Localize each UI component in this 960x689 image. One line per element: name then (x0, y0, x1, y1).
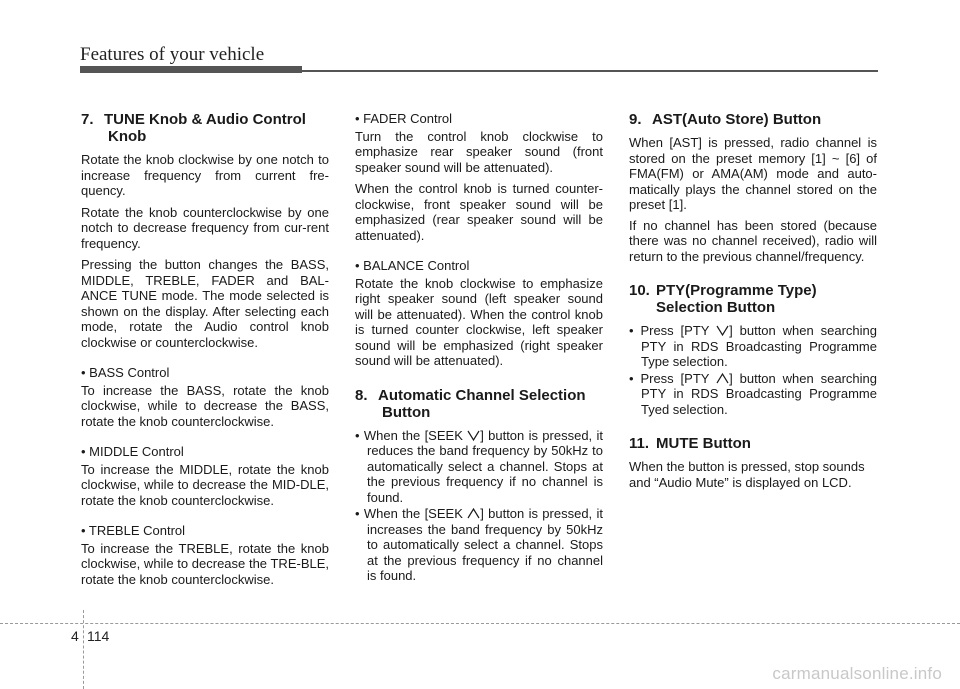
list-item-text: ] button is pressed, it reduces the band frequency by 50kHz to automatically select a channel. Stops at the previous frequency if no channel is found. (367, 427, 603, 505)
chevron-up-icon (716, 372, 729, 385)
column-1 (81, 111, 329, 593)
heading-number: 10. (629, 282, 650, 299)
section-heading-11 (629, 435, 877, 452)
page-number: 114 (87, 628, 110, 644)
section-heading-8 (355, 387, 603, 421)
paragraph: If no channel has been stored (because there was no channel received), radio will return to the previous channel/frequency. (629, 217, 877, 264)
column-2 (355, 111, 603, 590)
chevron-down-icon (467, 429, 480, 442)
list-item-text: ] button when searching PTY in RDS Broadcasting Programme Tyed selection. (641, 370, 877, 417)
header-bar-thin (302, 70, 878, 72)
section-heading-9 (629, 111, 877, 128)
list-item-text: ] button when searching PTY in RDS Broadcasting Programme Type selection. (641, 323, 877, 369)
paragraph: Rotate the knob counterclockwise by one notch to decrease frequency from cur-rent frequency. (81, 204, 329, 251)
mute-text: When the button is pressed, stop sounds and “Audio Mute” is displayed on LCD. (629, 459, 865, 490)
heading-number: 7. (81, 111, 94, 128)
seek-list (355, 428, 603, 584)
list-item-text: • Press [PTY (629, 370, 717, 386)
treble-control-text: To increase the TREBLE, rotate the knob clockwise, while to decrease the TRE-BLE, rotate the knob counterclockwise. (81, 540, 329, 587)
heading-text: TUNE Knob & Audio Control Knob (104, 111, 306, 145)
chapter-number: 4 (71, 628, 79, 644)
footer-rule (0, 623, 960, 624)
list-item (355, 428, 603, 506)
middle-control-title: • MIDDLE Control (81, 444, 184, 459)
pty-list (629, 323, 877, 417)
paragraph: Rotate the knob clockwise by one notch to increase frequency from current fre-quency. (81, 152, 329, 198)
list-item-text: • When the [SEEK (355, 427, 468, 443)
paragraph: Pressing the button changes the BASS, MIDDLE, TREBLE, FADER and BAL-ANCE TUNE mode. The mode selected is shown on the display. After selecting each mode, rotate the Audio control knob clockwise or counterclockwise. (81, 257, 329, 350)
header-title: Features of your vehicle (80, 44, 265, 65)
watermark: carmanualsonline.info (772, 664, 942, 683)
list-item-text: ] button is pressed, it increases the band frequency by 50kHz to automatically select a channel. Stops at the previous frequency if no channel is found. (367, 506, 603, 583)
bass-control-title: • BASS Control (81, 365, 170, 380)
heading-text: PTY(Programme Type) Selection Button (656, 282, 817, 316)
list-item (629, 371, 877, 418)
bass-control-text: To increase the BASS, rotate the knob clockwise, while to decrease the BASS, rotate the knob counterclockwise. (81, 382, 329, 429)
fader-control-title: • FADER Control (355, 111, 453, 126)
fader-control-text: Turn the control knob clockwise to emphasize rear speaker sound (front speaker sound will be attenuated). (355, 128, 603, 175)
list-item (629, 323, 877, 370)
list-item-text: • Press [PTY (629, 323, 717, 338)
treble-control-title: • TREBLE Control (81, 523, 186, 538)
heading-text: MUTE Button (656, 435, 751, 452)
fader-control-text: When the control knob is turned counter-clockwise, front speaker sound will be emphasized (rear speaker sound will be attenuated). (355, 181, 603, 243)
heading-text: Automatic Channel Selection Button (378, 386, 586, 421)
chevron-up-icon (467, 507, 480, 520)
footer-divider (83, 610, 84, 689)
middle-control-text: To increase the MIDDLE, rotate the knob clockwise, while to decrease the MID-DLE, rotate the knob counterclockwise. (81, 461, 329, 508)
heading-number: 8. (355, 386, 368, 404)
balance-control-text: Rotate the knob clockwise to emphasize right speaker sound (left speaker sound will be attenuated). When the control knob is turned counter clockwise, left speaker sound will be emphasized (right speaker sound will be attenuated). (355, 275, 603, 368)
section-heading-10 (629, 282, 877, 316)
list-item-text: • When the [SEEK (355, 506, 468, 521)
header-bar-thick (80, 66, 302, 73)
chevron-down-icon (716, 324, 729, 337)
heading-number: 11. (629, 435, 650, 452)
column-3 (629, 111, 877, 495)
section-heading-7 (81, 111, 329, 145)
heading-number: 9. (629, 111, 642, 128)
heading-text: AST(Auto Store) Button (652, 111, 822, 128)
paragraph: When [AST] is pressed, radio channel is stored on the preset memory [1] ~ [6] of FMA(FM) or AMA(AM) mode and auto-matically plays the channel stored on the preset [1]. (629, 135, 877, 212)
balance-control-title: • BALANCE Control (355, 258, 470, 273)
list-item (355, 506, 603, 584)
